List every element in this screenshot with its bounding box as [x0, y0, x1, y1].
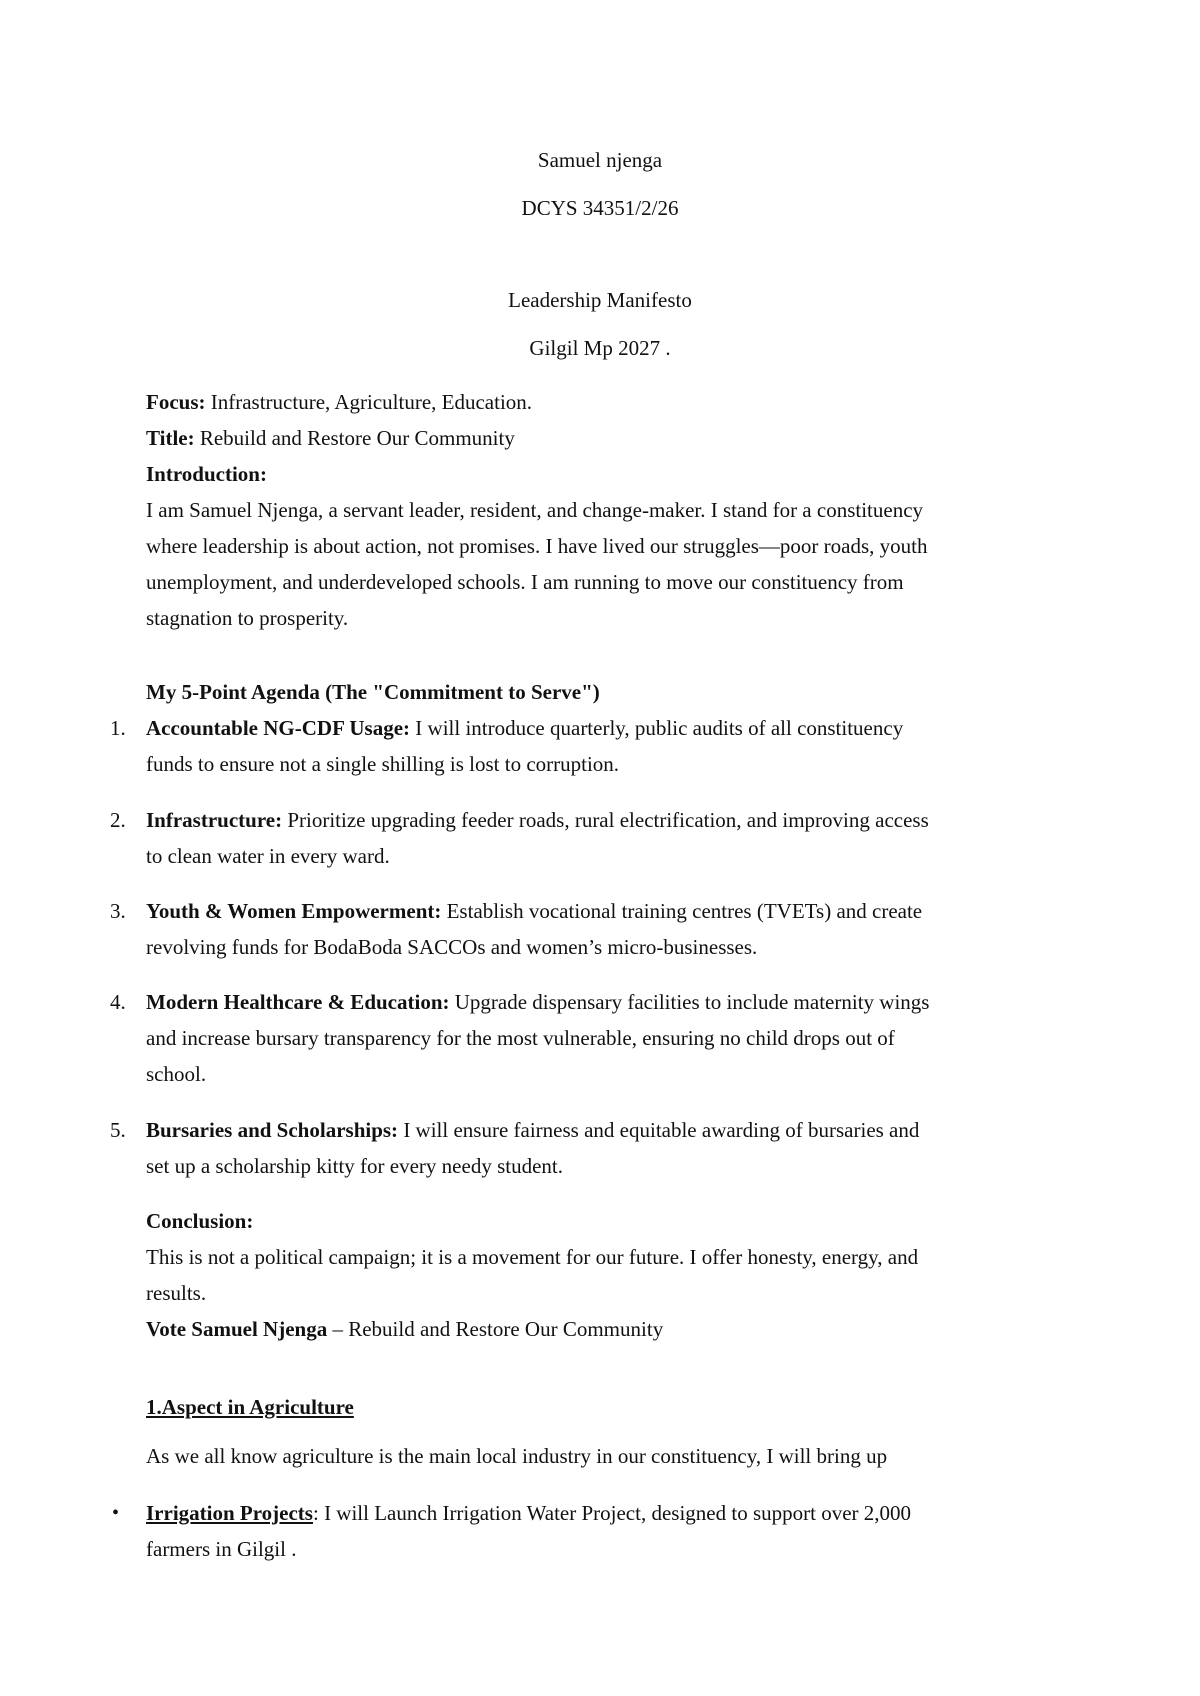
vote-text: – Rebuild and Restore Our Community — [327, 1317, 664, 1341]
conclusion-line: This is not a political campaign; it is a movement for our future. I offer honesty, energy, and — [146, 1245, 919, 1269]
intro-block — [146, 384, 1066, 636]
title-label: Title: — [146, 426, 195, 450]
agriculture-bullet-item: • Irrigation Projects: I will Launch Irrigation Water Project, designed to support over 2,000 farmers in Gilgil . — [146, 1495, 1066, 1567]
conclusion-heading: Conclusion: — [146, 1209, 254, 1233]
item-number: 2. — [110, 808, 126, 832]
item-label: Accountable NG-CDF Usage: — [146, 716, 411, 740]
introduction-line: unemployment, and underdeveloped schools. I am running to move our constituency from — [146, 570, 904, 594]
introduction-line: I am Samuel Njenga, a servant leader, resident, and change-maker. I stand for a constituency — [146, 498, 924, 522]
title-text: Rebuild and Restore Our Community — [194, 426, 515, 450]
item-number: 4. — [110, 990, 126, 1014]
author-name: Samuel njenga — [537, 148, 663, 172]
focus-line — [146, 384, 1066, 420]
item-number: 5. — [110, 1118, 126, 1142]
introduction-heading: Introduction: — [146, 462, 267, 486]
agenda-heading: My 5-Point Agenda (The "Commitment to Serve") — [146, 680, 600, 704]
introduction-line: stagnation to prosperity. — [146, 606, 349, 630]
agriculture-heading: 1.Aspect in Agriculture — [146, 1395, 354, 1419]
focus-text: Infrastructure, Agriculture, Education. — [205, 390, 533, 414]
document-title: Leadership Manifesto — [508, 288, 692, 312]
student-id: DCYS 34351/2/26 — [521, 196, 679, 220]
agenda-item: 1. Accountable NG-CDF Usage: I will introduce quarterly, public audits of all constituency funds to ensure not a single shilling is lost to corruption. — [146, 710, 1066, 782]
vote-label: Vote Samuel Njenga — [146, 1317, 328, 1341]
agenda-item: 2. Infrastructure: Prioritize upgrading feeder roads, rural electrification, and improving access to clean water in every ward. — [146, 802, 1066, 874]
item-label: Infrastructure: — [146, 808, 283, 832]
agenda-item: 3. Youth & Women Empowerment: Establish vocational training centres (TVETs) and create revolving funds for BodaBoda SACCOs and women’s micro-businesses. — [146, 893, 1066, 965]
conclusion-line: results. — [146, 1281, 207, 1305]
introduction-line: where leadership is about action, not promises. I have lived our struggles—poor roads, youth — [146, 534, 928, 558]
focus-label: Focus: — [146, 390, 206, 414]
item-number: 1. — [110, 716, 126, 740]
document-subtitle: Gilgil Mp 2027 . — [529, 336, 671, 360]
conclusion-block — [146, 1203, 1066, 1347]
item-number: 3. — [110, 899, 126, 923]
agriculture-intro: As we all know agriculture is the main local industry in our constituency, I will bring up — [146, 1444, 888, 1468]
item-label: Modern Healthcare & Education: — [146, 990, 450, 1014]
item-label: Youth & Women Empowerment: — [146, 899, 442, 923]
agenda-item: 5. Bursaries and Scholarships: I will ensure fairness and equitable awarding of bursaries and set up a scholarship kitty for every needy student. — [146, 1112, 1066, 1184]
vote-line — [146, 1311, 1066, 1347]
item-label: Bursaries and Scholarships: — [146, 1118, 399, 1142]
agenda-item: 4. Modern Healthcare & Education: Upgrade dispensary facilities to include maternity wings and increase bursary transparency for the most vulnerable, ensuring no child drops out of school. — [146, 984, 1066, 1092]
bullet-label: Irrigation Projects — [146, 1501, 313, 1525]
title-line — [146, 420, 1066, 456]
bullet-icon: • — [112, 1502, 120, 1524]
